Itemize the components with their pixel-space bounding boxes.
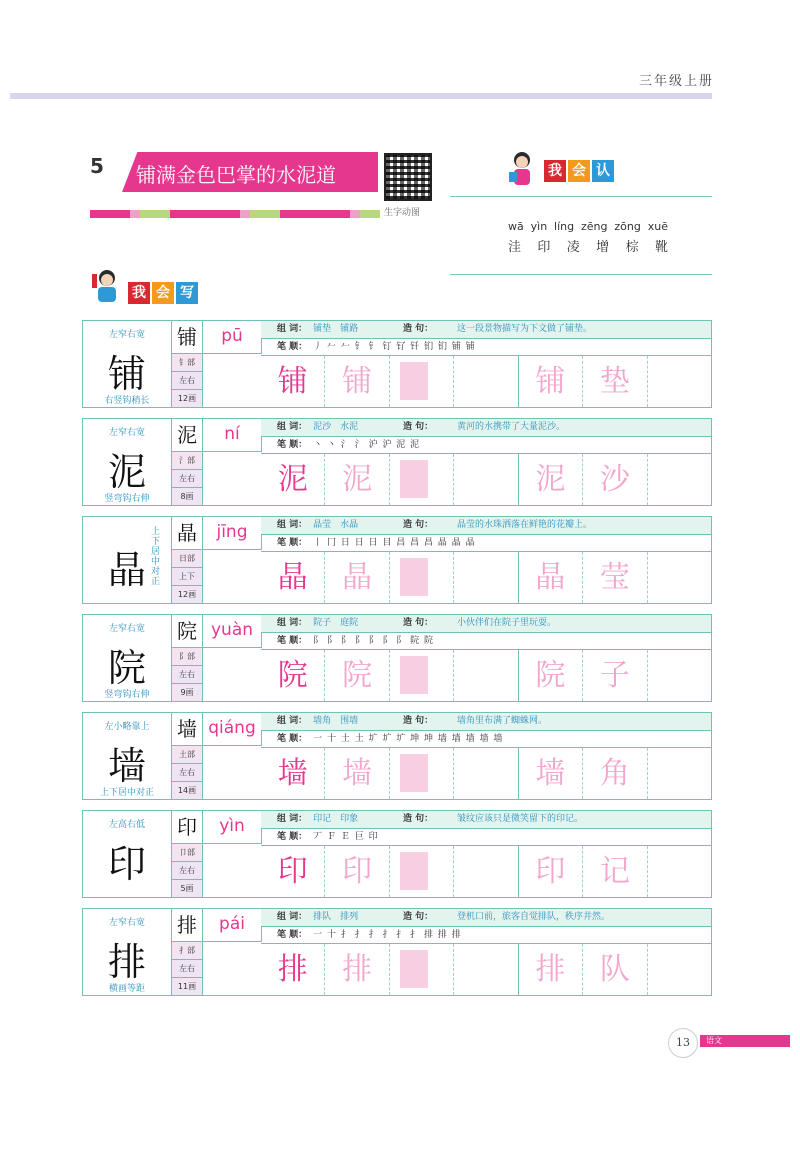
words-line	[261, 909, 711, 927]
radical: 钅部	[172, 354, 202, 372]
trace-char: 排	[342, 952, 373, 987]
char-info	[172, 811, 203, 897]
model-char: 排	[107, 940, 146, 984]
practice-boxes	[261, 748, 711, 799]
char-model-cell	[83, 517, 172, 603]
recognize-char: 增	[596, 240, 610, 255]
practice-box-partial[interactable]	[390, 650, 454, 701]
practice-box-empty[interactable]	[648, 650, 711, 701]
strokes-label: 笔 顺：	[277, 342, 308, 352]
example-char: 记	[599, 854, 630, 889]
sentence-value: 登机口前，旅客自觉排队，秩序井然。	[457, 912, 611, 922]
small-char: 晶	[172, 517, 202, 550]
hint-top: 左小略靠上	[104, 722, 150, 732]
radical: 扌部	[172, 942, 202, 960]
practice-boxes	[261, 846, 711, 897]
sentence-label: 造 句：	[403, 716, 434, 726]
hint-top: 左窄右宽	[108, 330, 145, 340]
practice-box-word-1[interactable]	[519, 944, 583, 995]
words-value: 印记 印象	[313, 814, 359, 824]
char-model-cell	[83, 419, 172, 505]
partial-stroke-blot	[400, 362, 428, 400]
stroke-count: 9画	[172, 684, 202, 701]
practice-box-empty[interactable]	[454, 944, 518, 995]
partial-stroke-blot	[400, 852, 428, 890]
words-label: 组 词：	[277, 422, 308, 432]
strokes-value: 阝 阝 阝 阝 阝 阝 阝 院 院	[313, 636, 435, 646]
structure: 上下	[172, 568, 202, 586]
stroke-count: 5画	[172, 880, 202, 897]
practice-box-trace[interactable]	[325, 552, 389, 603]
recognize-char: 洼	[508, 240, 522, 255]
recognize-rule-top	[450, 196, 712, 197]
words-label: 组 词：	[277, 716, 308, 726]
model-char: 印	[107, 842, 146, 886]
practice-box-word-2[interactable]	[583, 454, 647, 505]
model-char: 泥	[107, 450, 146, 494]
words-label: 组 词：	[277, 912, 308, 922]
practice-box-empty[interactable]	[648, 944, 711, 995]
write-badges	[128, 282, 200, 304]
char-row	[82, 418, 712, 506]
qr-label: 生字动图	[384, 208, 421, 218]
example-char: 子	[599, 658, 630, 693]
practice-box-empty[interactable]	[648, 356, 711, 407]
partial-stroke-blot	[400, 754, 428, 792]
words-value: 墙角 围墙	[313, 716, 359, 726]
practice-box-trace[interactable]	[325, 356, 389, 407]
hint-top: 左高右低	[108, 820, 145, 830]
footer-tag: 语文	[700, 1035, 790, 1047]
hint-top: 左窄右宽	[108, 624, 145, 634]
words-label: 组 词：	[277, 618, 308, 628]
char-model-cell	[83, 321, 172, 407]
practice-box-partial[interactable]	[390, 454, 454, 505]
char-pinyin: yuàn	[203, 615, 262, 648]
char-info	[172, 419, 203, 505]
partial-stroke-blot	[400, 558, 428, 596]
words-line	[261, 713, 711, 731]
char-row	[82, 320, 712, 408]
practice-box-word-1[interactable]	[519, 748, 583, 799]
strokes-value: 丿 𠂉 𠂉 钅 钅 钉 钌 钎 钔 钔 铺 铺	[313, 342, 476, 352]
partial-stroke-blot	[400, 460, 428, 498]
strokes-line	[261, 437, 711, 454]
char-model-cell	[83, 615, 172, 701]
recognize-pinyin: líng	[554, 220, 575, 233]
stroke-count: 8画	[172, 488, 202, 505]
practice-box-model	[261, 650, 325, 701]
banner-stripe	[90, 210, 380, 218]
sentence-label: 造 句：	[403, 618, 434, 628]
structure: 左右	[172, 862, 202, 880]
char-info	[172, 713, 203, 799]
header-divider	[10, 93, 712, 99]
practice-boxes	[261, 356, 711, 407]
words-value: 排队 排列	[313, 912, 359, 922]
sentence-label: 造 句：	[403, 912, 434, 922]
hint-bottom: 竖弯钩右伸	[104, 690, 150, 700]
char-row	[82, 908, 712, 996]
sentence-value: 晶莹的水珠洒落在鲜艳的花瓣上。	[457, 520, 593, 530]
structure: 左右	[172, 960, 202, 978]
practice-box-word-1[interactable]	[519, 356, 583, 407]
char-info	[172, 909, 203, 995]
words-line	[261, 321, 711, 339]
badge-xie: 写	[176, 282, 198, 304]
recognize-pinyin-row	[508, 220, 668, 233]
words-line	[261, 811, 711, 829]
practice-char: 泥	[277, 462, 308, 497]
recognize-pinyin: xuē	[647, 220, 668, 233]
example-char: 队	[599, 952, 630, 987]
words-value: 铺垫 铺路	[313, 324, 359, 334]
example-char: 垫	[599, 364, 630, 399]
practice-box-word-1[interactable]	[519, 650, 583, 701]
small-char: 印	[172, 811, 202, 844]
structure: 左右	[172, 372, 202, 390]
char-model-cell	[83, 811, 172, 897]
sentence-label: 造 句：	[403, 324, 434, 334]
badge-wo: 我	[128, 282, 150, 304]
grade-label: 三年级上册	[638, 74, 714, 89]
partial-stroke-blot	[400, 950, 428, 988]
practice-box-empty[interactable]	[648, 748, 711, 799]
structure: 左右	[172, 666, 202, 684]
practice-box-empty[interactable]	[454, 356, 518, 407]
recognize-pinyin: wā	[508, 220, 524, 233]
words-value: 泥沙 水泥	[313, 422, 359, 432]
practice-box-word-1[interactable]	[519, 552, 583, 603]
practice-box-empty[interactable]	[454, 454, 518, 505]
practice-box-model	[261, 944, 325, 995]
recognize-pinyin: zōng	[614, 220, 641, 233]
words-label: 组 词：	[277, 324, 308, 334]
model-char: 晶	[107, 548, 146, 592]
sentence-value: 这一段景物描写为下文做了铺垫。	[457, 324, 593, 334]
recognize-char: 靴	[654, 240, 668, 255]
sentence-label: 造 句：	[403, 422, 434, 432]
char-pinyin: qiáng	[203, 713, 262, 746]
practice-box-trace[interactable]	[325, 650, 389, 701]
practice-box-word-2[interactable]	[583, 944, 647, 995]
char-row	[82, 614, 712, 702]
recognize-badges	[544, 160, 616, 182]
strokes-value: 丆 Ｆ Ｅ 巨 印	[313, 832, 379, 842]
model-char: 铺	[107, 352, 146, 396]
strokes-label: 笔 顺：	[277, 930, 308, 940]
char-info	[172, 517, 203, 603]
example-char: 院	[535, 658, 566, 693]
recognize-char: 棕	[625, 240, 639, 255]
char-pinyin: yìn	[203, 811, 262, 844]
example-char: 印	[535, 854, 566, 889]
practice-box-model	[261, 356, 325, 407]
practice-box-model	[261, 846, 325, 897]
strokes-line	[261, 535, 711, 552]
char-row	[82, 516, 712, 604]
words-line	[261, 615, 711, 633]
practice-box-word-2[interactable]	[583, 552, 647, 603]
words-value: 院子 庭院	[313, 618, 359, 628]
stroke-count: 11画	[172, 978, 202, 995]
words-value: 晶莹 水晶	[313, 520, 359, 530]
stroke-count: 12画	[172, 586, 202, 603]
strokes-label: 笔 顺：	[277, 734, 308, 744]
char-pinyin: pái	[203, 909, 262, 942]
recognize-char: 凌	[566, 240, 580, 255]
practice-boxes	[261, 454, 711, 505]
strokes-label: 笔 顺：	[277, 538, 308, 548]
trace-char: 院	[342, 658, 373, 693]
sentence-value: 黄河的水携带了大量泥沙。	[457, 422, 566, 432]
practice-box-model	[261, 552, 325, 603]
radical: 土部	[172, 746, 202, 764]
char-info	[172, 321, 203, 407]
trace-char: 印	[342, 854, 373, 889]
practice-char: 排	[277, 952, 308, 987]
sentence-label: 造 句：	[403, 520, 434, 530]
practice-boxes	[261, 650, 711, 701]
practice-box-empty[interactable]	[648, 552, 711, 603]
practice-char: 铺	[277, 364, 308, 399]
page-number: 13	[668, 1028, 698, 1058]
trace-char: 晶	[342, 560, 373, 595]
example-char: 晶	[535, 560, 566, 595]
example-char: 沙	[599, 462, 630, 497]
practice-box-partial[interactable]	[390, 944, 454, 995]
practice-box-word-2[interactable]	[583, 846, 647, 897]
recognize-char-row	[508, 236, 668, 255]
practice-box-trace[interactable]	[325, 748, 389, 799]
structure: 左右	[172, 764, 202, 782]
small-char: 泥	[172, 419, 202, 452]
stroke-count: 12画	[172, 390, 202, 407]
practice-box-partial[interactable]	[390, 552, 454, 603]
small-char: 院	[172, 615, 202, 648]
writing-grid	[82, 320, 712, 1006]
sentence-value: 墙角里布满了蜘蛛网。	[457, 716, 548, 726]
practice-char: 墙	[277, 756, 308, 791]
sentence-value: 小伙伴们在院子里玩耍。	[457, 618, 557, 628]
practice-box-word-2[interactable]	[583, 650, 647, 701]
structure: 左右	[172, 470, 202, 488]
practice-box-word-1[interactable]	[519, 454, 583, 505]
strokes-value: 一 十 扌 扌 扌 扌 扌 扌 排 排 排	[313, 930, 462, 940]
practice-box-empty[interactable]	[454, 552, 518, 603]
practice-char: 晶	[277, 560, 308, 595]
practice-box-empty[interactable]	[454, 748, 518, 799]
practice-box-trace[interactable]	[325, 846, 389, 897]
char-pinyin: jīng	[203, 517, 262, 550]
strokes-line	[261, 927, 711, 944]
char-model-cell	[83, 713, 172, 799]
practice-box-empty[interactable]	[648, 454, 711, 505]
trace-char: 墙	[342, 756, 373, 791]
char-model-cell	[83, 909, 172, 995]
practice-box-model	[261, 748, 325, 799]
lesson-title: 铺满金色巴掌的水泥道	[136, 163, 336, 187]
radical: 氵部	[172, 452, 202, 470]
partial-stroke-blot	[400, 656, 428, 694]
example-char: 铺	[535, 364, 566, 399]
hint-top: 左窄右宽	[108, 428, 145, 438]
stroke-count: 14画	[172, 782, 202, 799]
strokes-label: 笔 顺：	[277, 636, 308, 646]
model-char: 墙	[107, 744, 146, 788]
strokes-line	[261, 339, 711, 356]
practice-box-empty[interactable]	[454, 846, 518, 897]
practice-box-empty[interactable]	[454, 650, 518, 701]
words-line	[261, 517, 711, 535]
recognize-pinyin: zēng	[581, 220, 608, 233]
girl-icon	[505, 150, 539, 188]
radical: 日部	[172, 550, 202, 568]
recognize-pinyin: yìn	[530, 220, 548, 233]
strokes-label: 笔 顺：	[277, 440, 308, 450]
practice-box-word-1[interactable]	[519, 846, 583, 897]
char-pinyin: pū	[203, 321, 262, 354]
practice-char: 印	[277, 854, 308, 889]
practice-char: 院	[277, 658, 308, 693]
boy-icon	[90, 268, 124, 304]
practice-box-partial[interactable]	[390, 748, 454, 799]
practice-box-word-2[interactable]	[583, 748, 647, 799]
small-char: 排	[172, 909, 202, 942]
hint-top: 左窄右宽	[108, 918, 145, 928]
badge-hui: 会	[568, 160, 590, 182]
strokes-line	[261, 633, 711, 650]
practice-box-trace[interactable]	[325, 454, 389, 505]
recognize-char: 印	[537, 240, 551, 255]
words-label: 组 词：	[277, 520, 308, 530]
char-pinyin: ní	[203, 419, 262, 452]
radical: 阝部	[172, 648, 202, 666]
practice-box-word-2[interactable]	[583, 356, 647, 407]
practice-box-trace[interactable]	[325, 944, 389, 995]
practice-box-model	[261, 454, 325, 505]
badge-ren: 认	[592, 160, 614, 182]
recognize-rule-bottom	[450, 274, 712, 275]
char-info	[172, 615, 203, 701]
example-char: 角	[599, 756, 630, 791]
radical: 卩部	[172, 844, 202, 862]
char-row	[82, 712, 712, 800]
example-char: 墙	[535, 756, 566, 791]
small-char: 铺	[172, 321, 202, 354]
sentence-value: 皱纹应该只是微笑留下的印记。	[457, 814, 584, 824]
hint-bottom: 竖弯钩右伸	[104, 494, 150, 504]
lesson-number: 5	[90, 154, 104, 178]
hint-bottom: 右竖钩稍长	[104, 396, 150, 406]
strokes-line	[261, 829, 711, 846]
lesson-banner	[90, 152, 380, 196]
sentence-label: 造 句：	[403, 814, 434, 824]
strokes-value: 丨 冂 日 日 日 目 昌 昌 昌 晶 晶 晶	[313, 538, 476, 548]
strokes-value: 一 十 土 土 圹 圹 圹 坤 坤 墙 墙 墙 墙 墙	[313, 734, 504, 744]
hint-side: 上下居中对正	[151, 527, 161, 587]
trace-char: 铺	[342, 364, 373, 399]
practice-box-partial[interactable]	[390, 356, 454, 407]
char-row	[82, 810, 712, 898]
strokes-line	[261, 731, 711, 748]
badge-hui: 会	[152, 282, 174, 304]
badge-wo: 我	[544, 160, 566, 182]
trace-char: 泥	[342, 462, 373, 497]
words-label: 组 词：	[277, 814, 308, 824]
practice-boxes	[261, 944, 711, 995]
hint-bottom: 上下居中对正	[99, 788, 154, 798]
example-char: 排	[535, 952, 566, 987]
example-char: 莹	[599, 560, 630, 595]
model-char: 院	[107, 646, 146, 690]
words-line	[261, 419, 711, 437]
qr-code[interactable]	[384, 153, 432, 201]
strokes-label: 笔 顺：	[277, 832, 308, 842]
example-char: 泥	[535, 462, 566, 497]
small-char: 墙	[172, 713, 202, 746]
practice-boxes	[261, 552, 711, 603]
practice-box-partial[interactable]	[390, 846, 454, 897]
hint-bottom: 横画等距	[108, 984, 145, 994]
practice-box-empty[interactable]	[648, 846, 711, 897]
strokes-value: 丶 丶 氵 氵 沪 沪 泥 泥	[313, 440, 421, 450]
